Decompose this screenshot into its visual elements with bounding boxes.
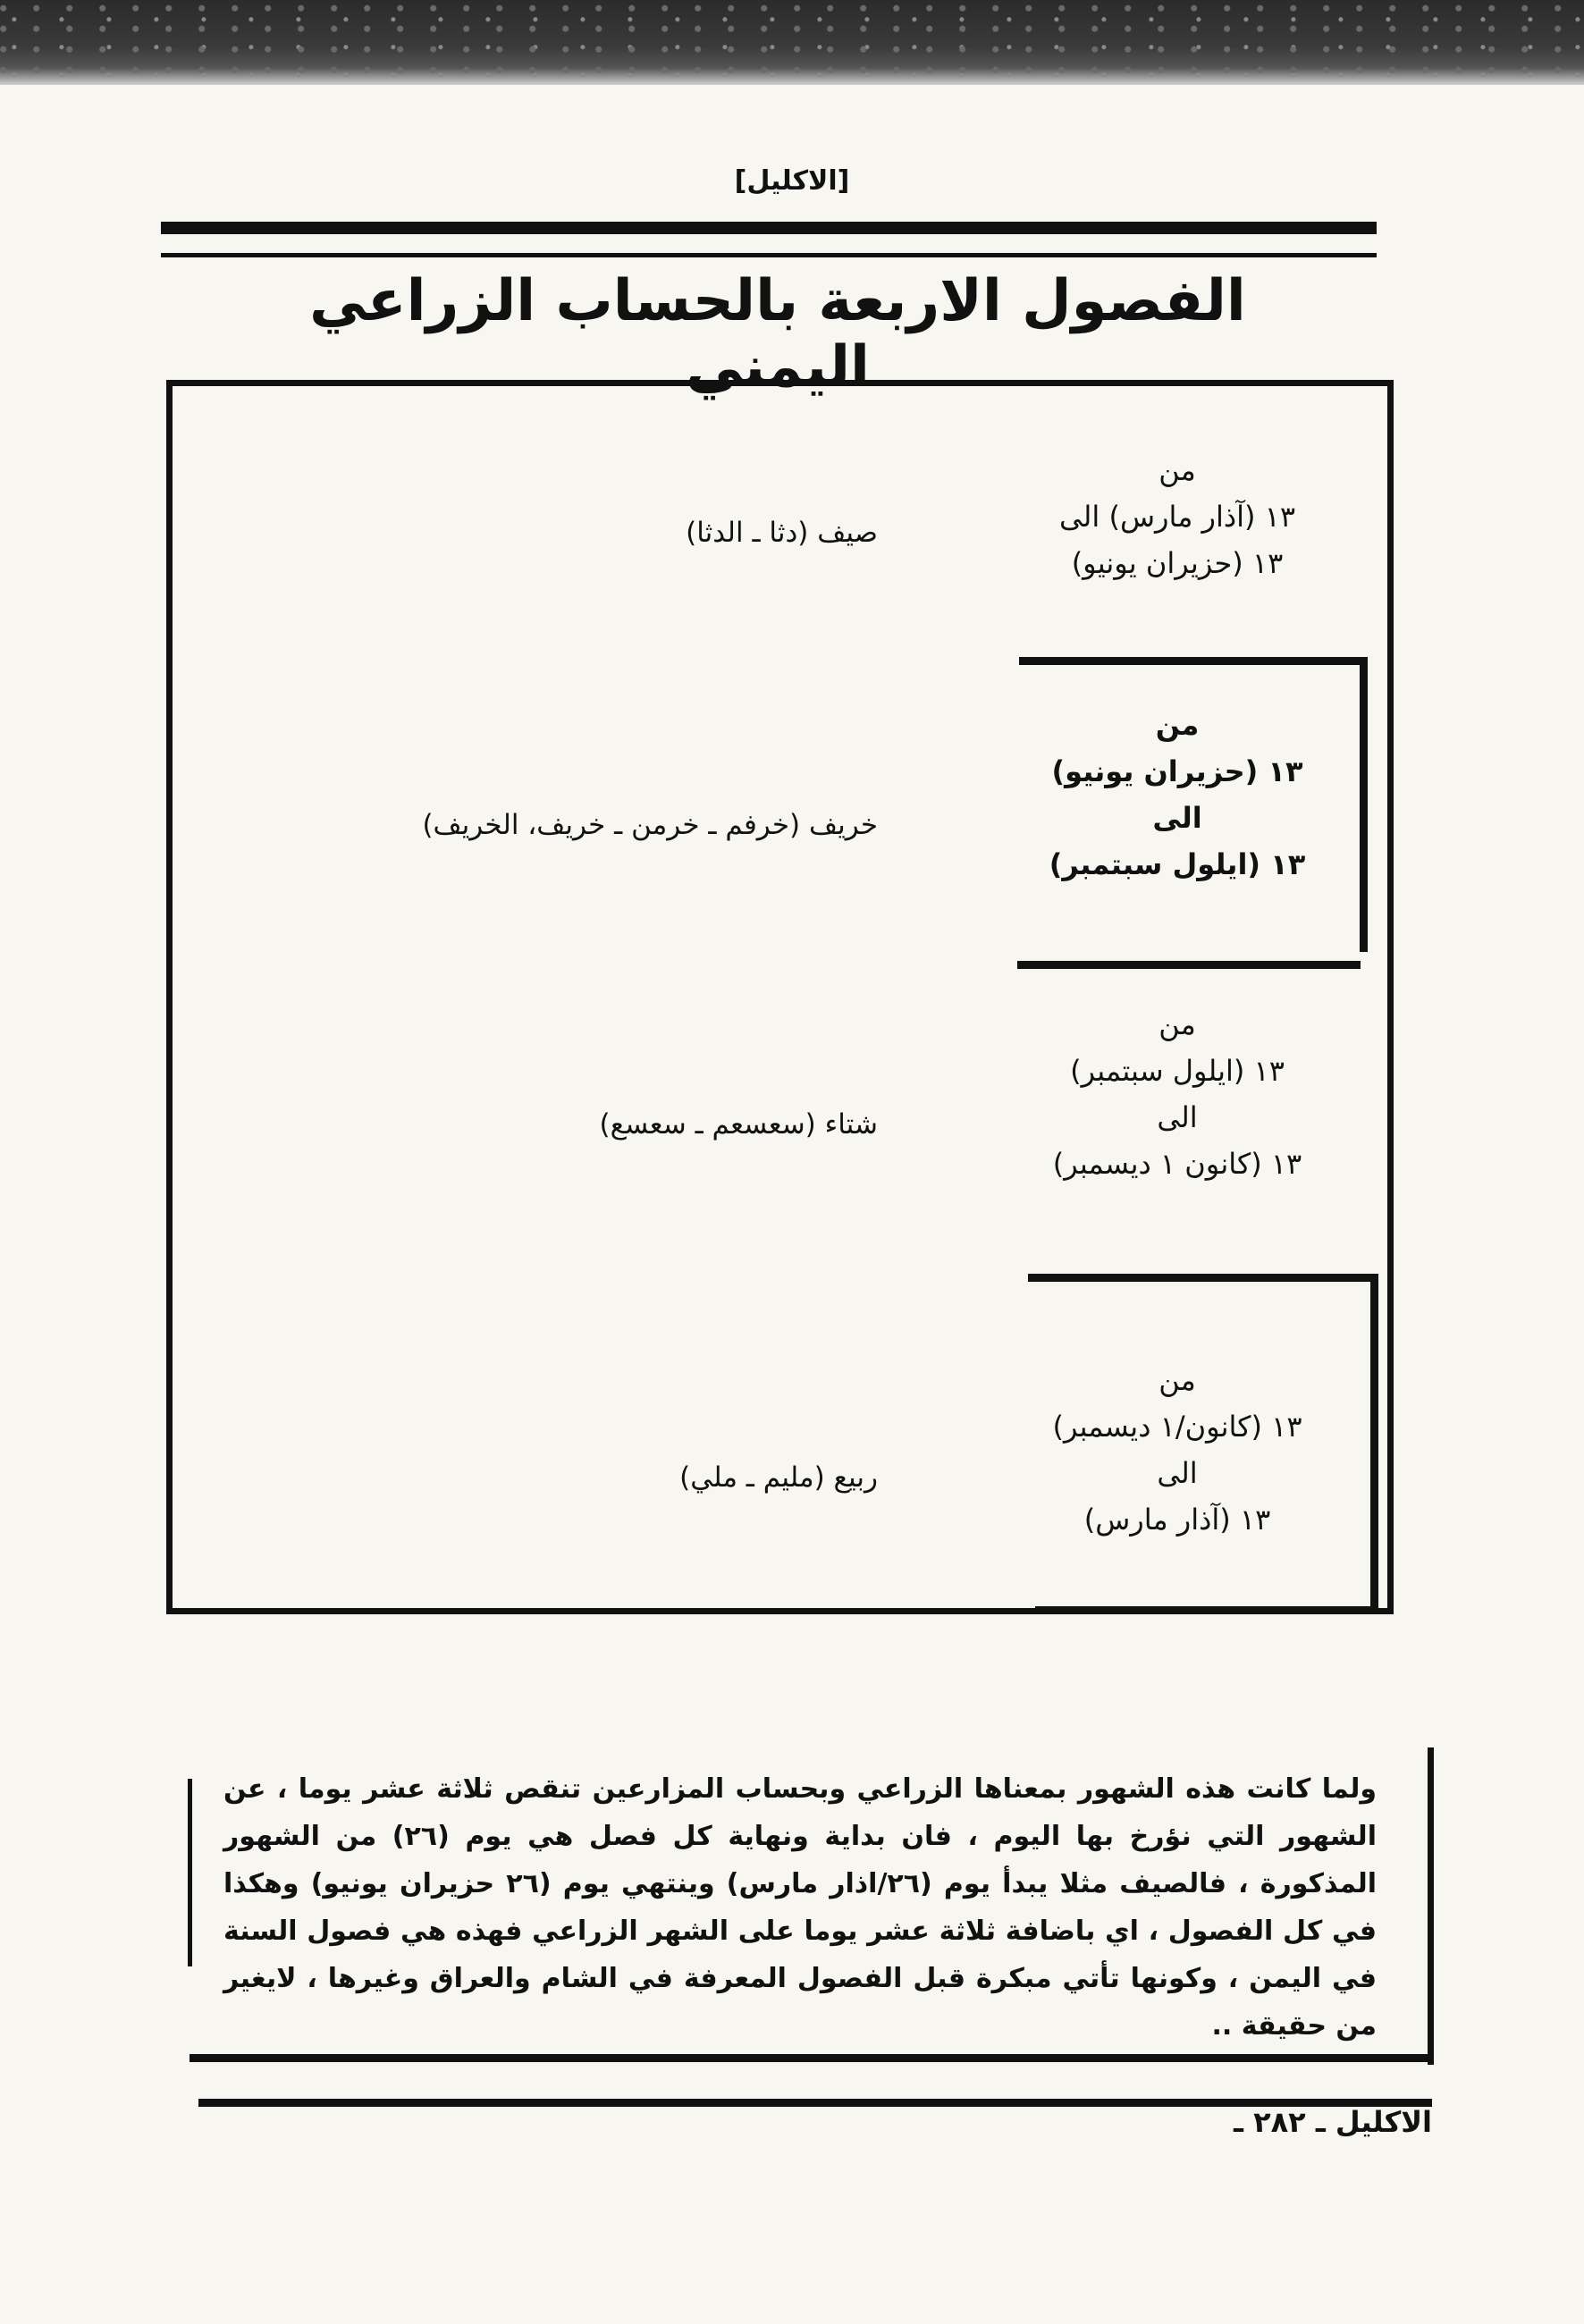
header-rule-thin: [161, 253, 1377, 257]
season-dates-spring: [1030, 1357, 1325, 1543]
from-date: ١٣ (آذار مارس) الى: [1058, 500, 1296, 534]
from-date: ١٣ (كانون/١ ديسمبر): [1052, 1410, 1302, 1444]
running-header: [الاكليل]: [734, 165, 850, 197]
paragraph-frame-right: [1428, 1747, 1434, 2065]
paragraph-frame-left: [188, 1779, 192, 1966]
from-label: من: [1159, 1007, 1196, 1041]
to-date: ١٣ (حزيران يونيو): [1071, 546, 1284, 580]
to-date: ١٣ (ايلول سبتمبر): [1049, 847, 1306, 881]
from-label: من: [1155, 708, 1200, 742]
season-dates-winter: [1030, 1001, 1325, 1187]
section-divider: [1035, 1606, 1375, 1614]
from-label: من: [1159, 1363, 1196, 1397]
page-footer: الاكليل ـ ٢٨٢ ـ: [1234, 2105, 1432, 2139]
to-date: ١٣ (آذار مارس): [1083, 1503, 1271, 1537]
body-paragraph: ولما كانت هذه الشهور بمعناها الزراعي وبحساب المزارعين تنقص ثلاثة عشر يوما ، عن الشهور التي نؤرخ بها اليوم ، فان بداية ونهاية كل فصل هي يوم (٢٦) من الشهور المذكورة ، فالصيف مثلا يبدأ يوم (٢٦/اذار مارس) وينتهي يوم (٢٦ حزيران يونيو) وهكذا في كل الفصول ، اي باضافة ثلاثة عشر يوما على الشهر الزراعي فهذه هي فصول السنة في اليمن ، وكونها تأتي مبكرة قبل الفصول المعرفة في الشام والعراق وغيرها ، لايغير من حقيقة ..: [223, 1773, 1377, 2042]
section-divider: [1019, 657, 1368, 665]
paragraph-rule-bottom: [190, 2054, 1434, 2062]
header-rule-thick: [161, 222, 1377, 234]
page-title: الفصول الاربعة بالحساب الزراعي اليمني: [309, 268, 1246, 400]
season-name-autumn: خريف (خرفم ـ خرمن ـ خريف، الخريف): [422, 809, 878, 841]
section-divider: [1017, 961, 1361, 969]
season-name-spring: ربيع (مليم ـ ملي): [679, 1461, 878, 1494]
from-label: من: [1159, 453, 1196, 487]
from-date: ١٣ (حزيران يونيو): [1051, 754, 1303, 788]
section-bracket: [1370, 1274, 1378, 1613]
scan-edge: [0, 0, 1584, 85]
season-dates-summer: [1030, 447, 1325, 586]
section-divider: [1028, 1274, 1377, 1282]
season-name-winter: شتاء (سعسعم ـ سعسع): [599, 1108, 878, 1141]
to-label: الى: [1157, 1100, 1198, 1134]
to-label: الى: [1152, 801, 1202, 835]
to-date: ١٣ (كانون ١ ديسمبر): [1052, 1147, 1302, 1181]
season-name-summer: صيف (دثا ـ الدثا): [686, 517, 878, 549]
from-date: ١٣ (ايلول سبتمبر): [1070, 1054, 1285, 1088]
to-label: الى: [1157, 1456, 1198, 1490]
season-dates-autumn: [1030, 702, 1325, 888]
section-bracket: [1360, 657, 1368, 952]
